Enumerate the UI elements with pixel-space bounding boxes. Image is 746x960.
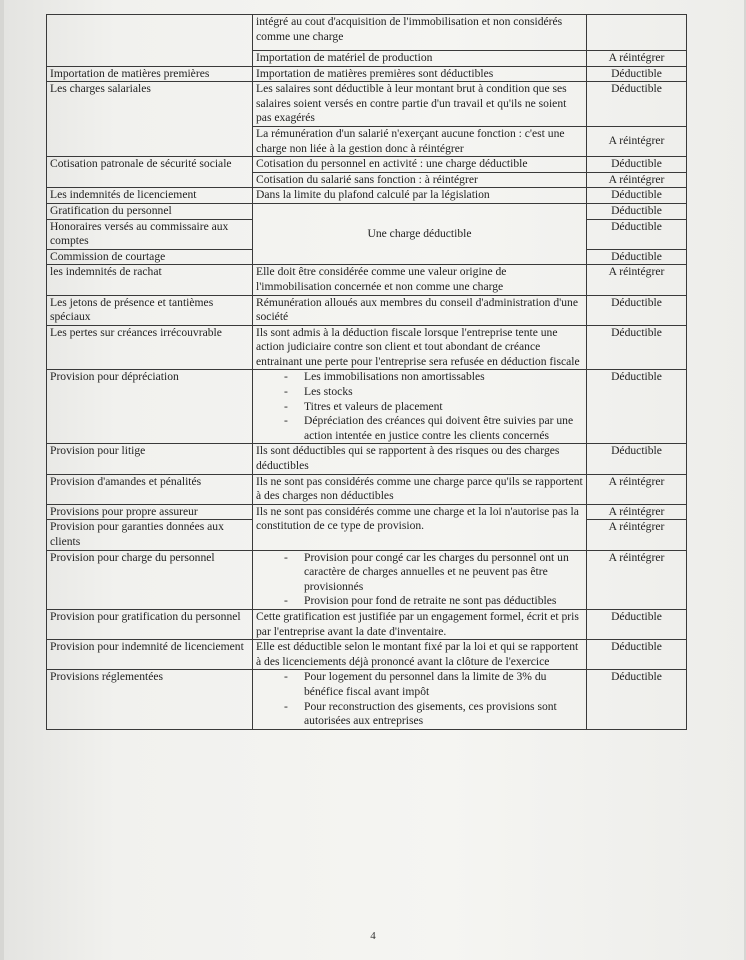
row-status-cell: A réintégrer xyxy=(587,520,687,550)
row-description-cell: Importation de matériel de production xyxy=(253,51,587,67)
list-item: - Pour reconstruction des gisements, ces provisions sont autorisées aux entreprises xyxy=(304,700,583,729)
bullet-list xyxy=(256,370,583,443)
row-description-cell: Importation de matières premières sont déductibles xyxy=(253,66,587,82)
list-item: - Dépréciation des créances qui doivent être suivies par une action intentée en justice contre les clients concernés xyxy=(304,414,583,443)
row-label-cell: Importation de matières premières xyxy=(47,66,253,82)
row-description-cell xyxy=(253,550,587,609)
table-row xyxy=(47,66,687,82)
table-row xyxy=(47,504,687,520)
row-label-cell: Provision pour indemnité de licenciement xyxy=(47,640,253,670)
row-label-cell xyxy=(47,15,253,67)
row-status-cell: Déductible xyxy=(587,188,687,204)
row-status-cell: Déductible xyxy=(587,609,687,639)
row-label-cell: Gratification du personnel xyxy=(47,203,253,219)
row-description-cell: Cette gratification est justifiée par un engagement formel, écrit et pris par l'entreprise avant la date d'inventaire. xyxy=(253,609,587,639)
row-status-cell: Déductible xyxy=(587,370,687,444)
fiscal-treatment-table xyxy=(46,14,687,730)
table-row xyxy=(47,640,687,670)
row-description-cell: Cotisation du salarié sans fonction : à réintégrer xyxy=(253,172,587,188)
table-row xyxy=(47,474,687,504)
row-label-cell: Provisions réglementées xyxy=(47,670,253,729)
bullet-list xyxy=(256,551,583,609)
list-item: - Les immobilisations non amortissables xyxy=(304,370,583,385)
bullet-list xyxy=(256,670,583,728)
row-label-cell: Les charges salariales xyxy=(47,82,253,157)
list-item: - Les stocks xyxy=(304,385,583,400)
row-status-cell: A réintégrer xyxy=(587,504,687,520)
row-label-cell: Honoraires versés au commissaire aux comptes xyxy=(47,219,253,249)
row-status-cell: Déductible xyxy=(587,670,687,729)
row-status-cell: Déductible xyxy=(587,203,687,219)
table-row xyxy=(47,670,687,729)
row-status-cell: A réintégrer xyxy=(587,126,687,156)
table-row xyxy=(47,370,687,444)
row-label-cell: Provision d'amandes et pénalités xyxy=(47,474,253,504)
row-description-cell: La rémunération d'un salarié n'exerçant aucune fonction : c'est une charge non liée à la gestion donc à réintégrer xyxy=(253,126,587,156)
row-label-cell: Provision pour gratification du personnel xyxy=(47,609,253,639)
row-status-cell: Déductible xyxy=(587,444,687,474)
row-description-cell: Ils sont admis à la déduction fiscale lorsque l'entreprise tente une action judiciaire contre son client et tout abondant de créance entrainant une perte pour l'entreprise sera refusée en déduction fiscale xyxy=(253,325,587,370)
table-row xyxy=(47,325,687,370)
table-row xyxy=(47,609,687,639)
row-description-cell: Ils ne sont pas considérés comme une charge et la loi n'autorise pas la constitution de ce type de provision. xyxy=(253,504,587,550)
row-status-cell: Déductible xyxy=(587,325,687,370)
table-row xyxy=(47,15,687,51)
row-status-cell: Déductible xyxy=(587,219,687,249)
row-description-cell: Les salaires sont déductible à leur montant brut à condition que ses salaires soient versés en contre partie d'un travail et qu'ils ne soient pas exagérés xyxy=(253,82,587,127)
row-description-cell xyxy=(253,670,587,729)
row-status-cell: A réintégrer xyxy=(587,474,687,504)
table-row xyxy=(47,550,687,609)
list-item: - Provision pour congé car les charges du personnel ont un caractère de charges annuelles et ne peuvent pas être provisionnés xyxy=(304,551,583,595)
row-label-cell: Provision pour dépréciation xyxy=(47,370,253,444)
row-status-cell: Déductible xyxy=(587,295,687,325)
row-description-cell: Elle est déductible selon le montant fixé par la loi et qui se rapportent à des licenciements déjà prononcé avant la clôture de l'exercice xyxy=(253,640,587,670)
row-status-cell: Déductible xyxy=(587,249,687,265)
row-status-cell: Déductible xyxy=(587,157,687,173)
row-label-cell: Provision pour litige xyxy=(47,444,253,474)
document-page xyxy=(4,0,744,960)
row-label-cell: Les pertes sur créances irrécouvrable xyxy=(47,325,253,370)
row-label-cell: Provision pour garanties données aux clients xyxy=(47,520,253,550)
list-item: - Pour logement du personnel dans la limite de 3% du bénéfice fiscal avant impôt xyxy=(304,670,583,699)
row-description-cell: Ils sont déductibles qui se rapportent à des risques ou des charges déductibles xyxy=(253,444,587,474)
row-label-cell: Commission de courtage xyxy=(47,249,253,265)
table-row xyxy=(47,265,687,295)
row-label-cell: Les jetons de présence et tantièmes spéciaux xyxy=(47,295,253,325)
row-status-cell: Déductible xyxy=(587,640,687,670)
table-row xyxy=(47,444,687,474)
row-status-cell: A réintégrer xyxy=(587,265,687,295)
row-status-cell: A réintégrer xyxy=(587,51,687,67)
row-description-cell: intégré au cout d'acquisition de l'immobilisation et non considérés comme une charge xyxy=(253,15,587,51)
row-label-cell: Provision pour charge du personnel xyxy=(47,550,253,609)
table-row xyxy=(47,203,687,219)
row-status-cell: Déductible xyxy=(587,82,687,127)
page-number: 4 xyxy=(370,930,376,942)
row-description-cell: Cotisation du personnel en activité : une charge déductible xyxy=(253,157,587,173)
row-description-cell: Dans la limite du plafond calculé par la législation xyxy=(253,188,587,204)
table-row xyxy=(47,82,687,127)
row-status-cell: A réintégrer xyxy=(587,172,687,188)
table-row xyxy=(47,295,687,325)
row-description-cell: Rémunération alloués aux membres du conseil d'administration d'une société xyxy=(253,295,587,325)
list-item: - Provision pour fond de retraite ne sont pas déductibles xyxy=(304,594,583,609)
row-description-cell xyxy=(253,370,587,444)
table-row xyxy=(47,188,687,204)
row-description-cell: Une charge déductible xyxy=(253,203,587,264)
row-label-cell: Les indemnités de licenciement xyxy=(47,188,253,204)
row-label-cell: Cotisation patronale de sécurité sociale xyxy=(47,157,253,188)
row-label-cell: les indemnités de rachat xyxy=(47,265,253,295)
row-status-cell xyxy=(587,15,687,51)
row-label-cell: Provisions pour propre assureur xyxy=(47,504,253,520)
row-description-cell: Elle doit être considérée comme une valeur origine de l'immobilisation concernée et non comme une charge xyxy=(253,265,587,295)
row-status-cell: Déductible xyxy=(587,66,687,82)
row-description-cell: Ils ne sont pas considérés comme une charge parce qu'ils se rapportent à des charges non déductibles xyxy=(253,474,587,504)
row-status-cell: A réintégrer xyxy=(587,550,687,609)
table-row xyxy=(47,157,687,173)
list-item: - Titres et valeurs de placement xyxy=(304,400,583,415)
